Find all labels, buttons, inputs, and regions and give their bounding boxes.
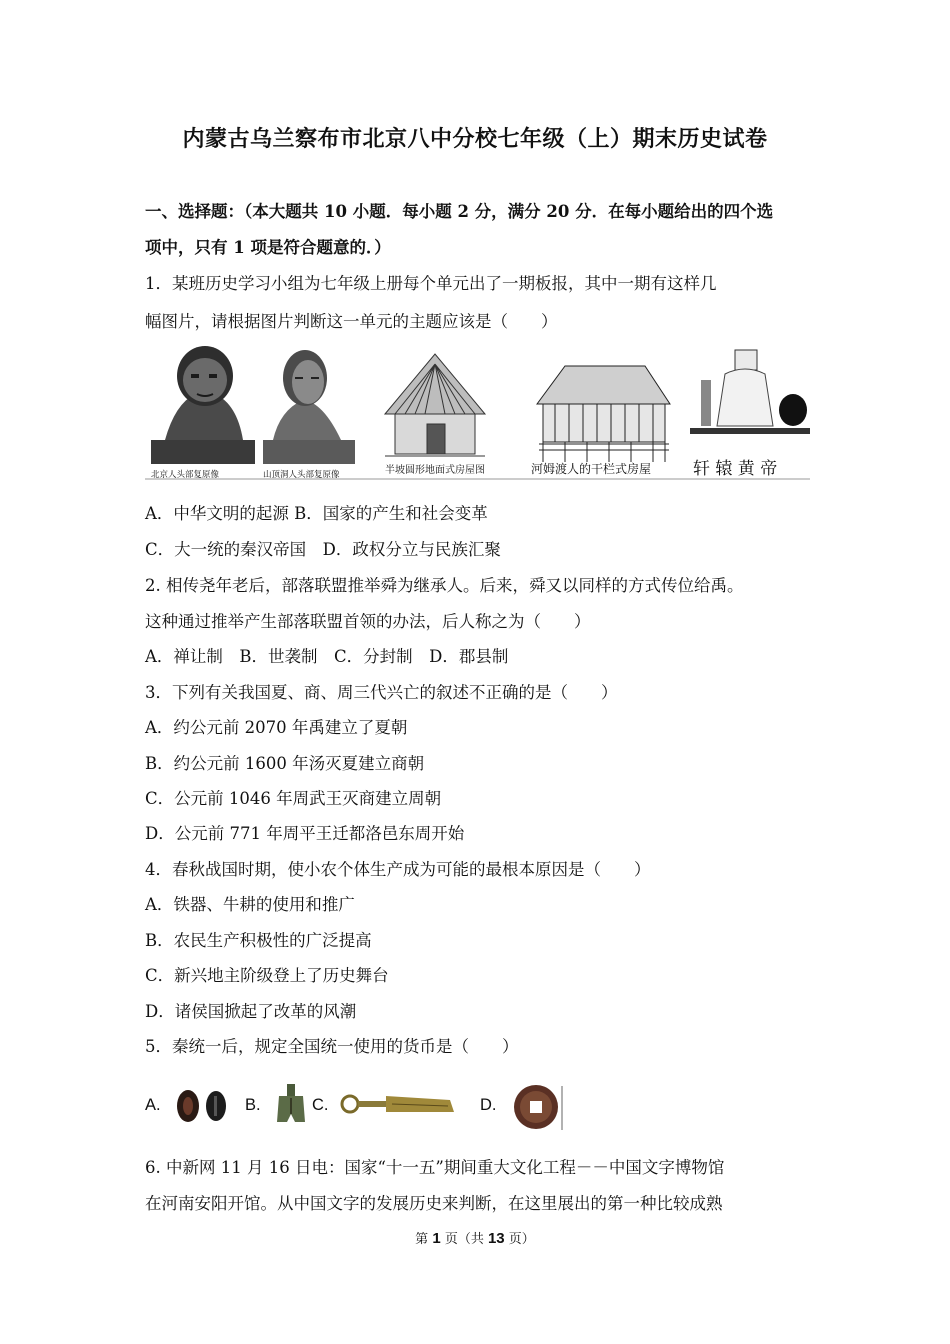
q5-label-c: C. <box>312 1096 329 1114</box>
q1-options-cd: C．大一统的秦汉帝国 D．政权分立与民族汇聚 <box>145 540 501 559</box>
footer-post: 页） <box>508 1232 535 1247</box>
q2-stem-line2: 这种通过推举产生部落联盟首领的办法，后人称之为（ ） <box>145 612 591 631</box>
banpo-round-house-image <box>385 354 485 456</box>
ban-liang-coin-icon <box>510 1082 566 1132</box>
caption-banpo-house: 半坡圆形地面式房屋图 <box>385 465 485 476</box>
q5-label-b: B. <box>245 1096 261 1114</box>
q3-option-a: A．约公元前 2070 年禹建立了夏朝 <box>145 718 408 737</box>
q1-stem-line1: 1．某班历史学习小组为七年级上册每个单元出了一期板报，其中一期有这样几 <box>145 274 717 293</box>
knife-money-icon <box>338 1086 458 1126</box>
q4-option-d: D．诸侯国掀起了改革的风潮 <box>145 1002 357 1021</box>
q4-option-a: A．铁器、牛耕的使用和推广 <box>145 895 355 914</box>
footer-mid: 页（共 <box>444 1232 484 1247</box>
hemudu-stilt-house-image <box>537 366 670 462</box>
caption-peking-man: 北京人头部复原像 <box>151 470 220 480</box>
shell-money-icon <box>173 1086 229 1126</box>
q6-stem-line1: 6. 中新网 11 月 16 日电：国家“十一五”期间重大文化工程－－中国文字博物馆 <box>145 1158 725 1177</box>
section-heading-line2: 项中，只有 1 项是符合题意的．） <box>145 238 391 257</box>
footer-total-pages: 13 <box>487 1230 505 1247</box>
q4-stem: 4．春秋战国时期，使小农个体生产成为可能的最根本原因是（ ） <box>145 860 651 879</box>
q5-label-a: A. <box>145 1096 161 1114</box>
q3-option-b: B．约公元前 1600 年汤灭夏建立商朝 <box>145 754 425 773</box>
section-heading-line1: 一、选择题：（本大题共 10 小题．每小题 2 分，满分 20 分．在每小题给出的四个选 <box>145 202 774 221</box>
q1-figure-strip <box>145 344 810 480</box>
peking-man-bust-image <box>151 346 255 470</box>
upper-cave-man-bust-image <box>263 350 355 470</box>
q5-stem: 5．秦统一后，规定全国统一使用的货币是（ ） <box>145 1037 519 1056</box>
q5-label-d: D. <box>480 1096 497 1114</box>
q1-stem-line2: 幅图片，请根据图片判断这一单元的主题应该是（ ） <box>145 312 558 331</box>
q1-images <box>145 344 810 480</box>
q2-stem-line1: 2. 相传尧年老后，部落联盟推举舜为继承人。后来，舜又以同样的方式传位给禹。 <box>145 576 744 595</box>
page-footer <box>0 1228 950 1247</box>
yellow-emperor-image <box>690 350 810 434</box>
q2-options: A．禅让制 B．世袭制 C．分封制 D．郡县制 <box>145 647 509 666</box>
caption-yellow-emperor: 轩 辕 黄 帝 <box>693 459 778 479</box>
page-title: 内蒙古乌兰察布市北京八中分校七年级（上）期末历史试卷 <box>182 126 768 152</box>
q6-stem-line2: 在河南安阳开馆。从中国文字的发展历史来判断，在这里展出的第一种比较成熟 <box>145 1194 723 1213</box>
caption-upper-cave-man: 山顶洞人头部复原像 <box>263 470 340 480</box>
footer-pre: 第 <box>415 1232 429 1247</box>
q3-option-d: D．公元前 771 年周平王迁都洛邑东周开始 <box>145 824 465 843</box>
q1-options-ab: A．中华文明的起源 B．国家的产生和社会变革 <box>145 504 488 523</box>
spade-money-icon <box>273 1082 309 1130</box>
q3-stem: 3．下列有关我国夏、商、周三代兴亡的叙述不正确的是（ ） <box>145 683 618 702</box>
q4-option-c: C．新兴地主阶级登上了历史舞台 <box>145 966 389 985</box>
q5-options-row <box>145 1080 625 1132</box>
q4-option-b: B．农民生产积极性的广泛提高 <box>145 931 372 950</box>
caption-hemudu-house: 河姆渡人的干栏式房屋 <box>531 462 652 476</box>
q3-option-c: C．公元前 1046 年周武王灭商建立周朝 <box>145 789 442 808</box>
footer-page-number: 1 <box>432 1230 441 1247</box>
